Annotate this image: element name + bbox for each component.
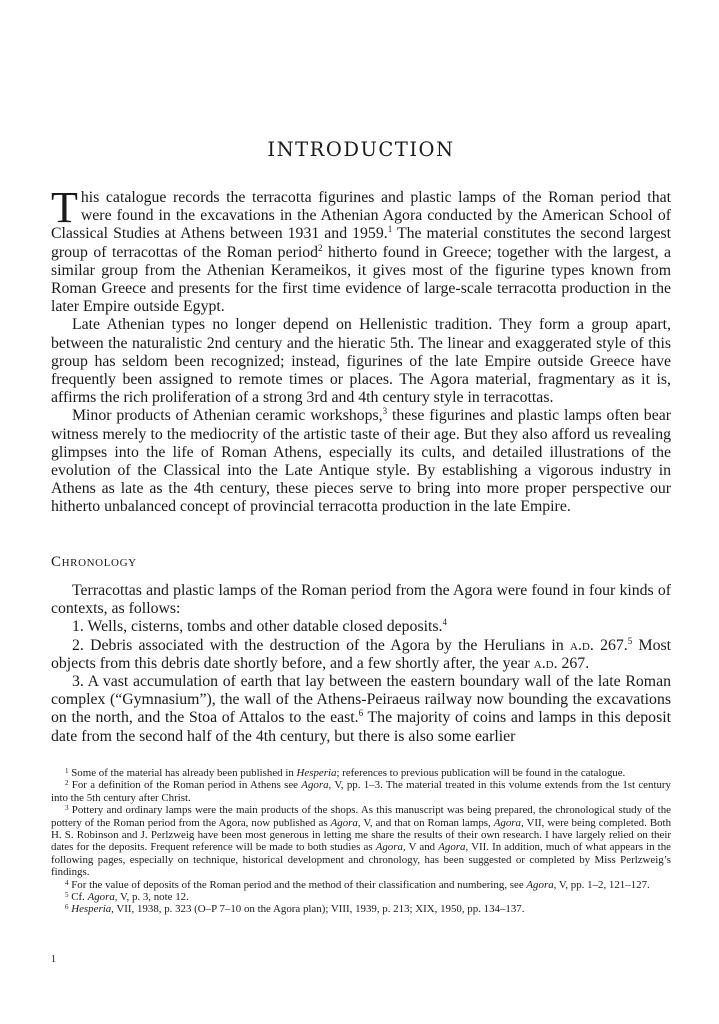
footnote: $^3$ Pottery and ordinary lamps were the main products of the shops. As this manuscript was being prepared, the chronological study of the pottery of the Roman period from the Agora, now published as Agora, V, and that on Roman lamps, Agora, VII, were being completed. Both H. S. Robinson and J. Perlzweig have been most generous in letting me share the results of their own research. I have largely relied on their dates for the deposits. Frequent reference will be made to both studies as Agora, V and Agora, VII. In addition, much of what appears in the following pages, especially on technique, historical development and chronology, has been suggested or completed by Miss Perlzweig’s findings. [51,804,672,879]
introduction-body [51,183,672,517]
footnote-number: 3 [65,804,69,813]
era-abbreviation: a.d. [533,654,558,672]
paragraph: Late Athenian types no longer depend on Hellenistic tradition. They form a group apart, between the naturalistic 2nd century and the hieratic 5th. The linear and exaggerated style of this group has seldom been recognized; instead, figurines of the late Empire outside Greece have frequently been assigned to remote times or places. The Agora material, fragmentary as it is, affirms the rich proliferation of a strong 3rd and 4th century style in terracottas. [51,316,671,407]
footnote: $^5$ Cf. Agora, V, p. 3, note 12. [65,891,189,904]
footnotes [51,767,671,916]
section-heading: Chronology [51,554,137,570]
list-item: 2. Debris associated with the destruction of the Agora by the Herulians in a.d. 267.$^5$ Most objects from this debris date shortly before, and a few shortly after, the year a.d. 267. [51,635,671,672]
footnote: $^6$ Hesperia, VII, 1938, p. 323 (O–P 7–10 on the Agora plan); VIII, 1939, p. 213; XIX, 1950, pp. 134–137. [65,903,525,916]
footnote-ref[interactable]: 4 [442,617,447,628]
era-abbreviation: a.d. [570,636,594,654]
footnote: $^2$ For a definition of the Roman period in Athens see Agora, V, pp. 1–3. The material treated in this volume extends from the 1st century into the 5th century after Christ. [51,779,671,804]
list-item: 3. A vast accumulation of earth that lay between the eastern boundary wall of the late Roman complex (“Gymnasium”), the wall of the Athens-Peiraeus railway now bounding the excavations on the north, and the Stoa of Attalos to the east.$^6$ The majority of coins and lamps in this deposit date from the second half of the 4th century, but there is also some earlier [51,673,671,745]
footnote-number: 5 [65,891,69,900]
footnote-ref[interactable]: 1 [387,224,393,235]
footnote: $^1$ Some of the material has already been published in Hesperia; references to previous publication will be found in the catalogue. [65,767,626,779]
paragraph: Minor products of Athenian ceramic workshops,$^3$ these figurines and plastic lamps often bear witness merely to the mediocrity of the artistic taste of their age. But they also afford us revealing glimpses into the life of Roman Athens, especially its cults, and detailed illustrations of the evolution of the Classical into the Late Antique style. By establishing a vigorous industry in Athens as late as the 4th century, these pieces serve to bring into more proper perspective our hitherto unbalanced concept of provincial terracotta production in the late Empire. [51,406,671,516]
footnote-ref[interactable]: 3 [382,406,388,417]
footnote-number: 2 [65,779,69,788]
paragraph: Terracottas and plastic lamps of the Roman period from the Agora were found in four kinds of contexts, as follows: [51,582,671,618]
page-title: INTRODUCTION [267,138,455,161]
footnote-ref[interactable]: 2 [318,242,323,253]
footnote-ref[interactable]: 5 [627,635,633,646]
footnote-number: 1 [65,767,69,775]
list-item: 1. Wells, cisterns, tombs and other datable closed deposits.$^4$ [72,617,447,636]
footnote-number: 6 [65,903,69,912]
drop-cap: T [51,183,78,232]
chronology-body [51,582,671,746]
footnote-ref[interactable]: 6 [358,708,364,719]
footnote: $^4$ For the value of deposits of the Roman period and the method of their classification and numbering, see Agora, V, pp. 1–2, 121–127. [65,878,650,891]
page-number: 1 [51,954,56,965]
footnote-number: 4 [65,878,69,887]
paragraph: This catalogue records the terracotta figurines and plastic lamps of the Roman period that were found in the excavations in the Athenian Agora conducted by the American School of Classical Studies at Athens between 1931 and 1959.$^1$ The material constitutes the second largest group of terracottas of the Roman period$^2$ hitherto found in Greece; together with the largest, a similar group from the Athenian Kerameikos, it gives most of the figurine types known from Roman Greece and presents for the first time evidence of large-scale terracotta production in the later Empire outside Egypt. [51,183,672,316]
